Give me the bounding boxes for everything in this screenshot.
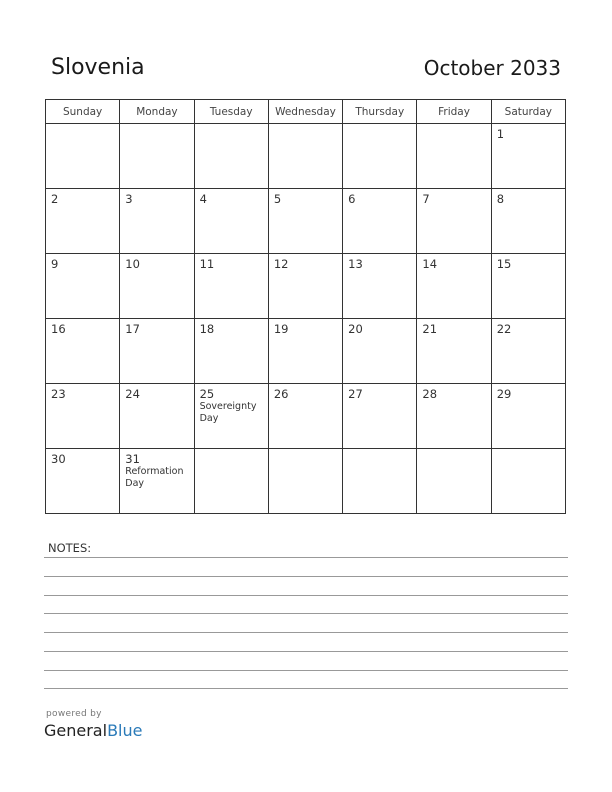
day-number: 19 [273, 322, 289, 336]
day-number: 8 [496, 192, 505, 206]
week-row [46, 384, 566, 449]
day-cell [491, 449, 565, 514]
day-number: 15 [496, 257, 512, 271]
weekday-header: Tuesday [194, 100, 268, 124]
powered-by-text: powered by [46, 709, 102, 719]
day-number: 14 [422, 257, 438, 271]
day-cell [120, 449, 194, 514]
notes-line [44, 632, 568, 633]
notes-line [44, 688, 568, 689]
day-cell [194, 189, 268, 254]
day-number: 2 [51, 192, 59, 206]
notes-line [44, 595, 568, 596]
day-cell [120, 124, 194, 189]
day-number: 21 [422, 322, 438, 336]
notes-line [44, 613, 568, 614]
day-number: 1 [496, 127, 505, 141]
notes-line [44, 651, 568, 652]
day-number: 29 [496, 387, 512, 401]
day-cell [194, 384, 268, 449]
day-cell [417, 254, 491, 319]
day-cell [417, 189, 491, 254]
day-cell [46, 319, 120, 384]
day-number: 20 [348, 322, 363, 336]
day-cell [120, 384, 194, 449]
day-number: 9 [51, 257, 59, 271]
brand-general-text: General [44, 721, 108, 740]
notes-label: NOTES: [48, 541, 92, 555]
day-cell [268, 384, 342, 449]
notes-line [44, 557, 568, 558]
day-cell [46, 124, 120, 189]
day-cell [120, 254, 194, 319]
day-cell [268, 124, 342, 189]
day-cell [491, 254, 565, 319]
calendar-grid [45, 99, 566, 514]
weekday-header: Sunday [46, 100, 120, 124]
day-number: 13 [348, 257, 363, 271]
week-row [46, 189, 566, 254]
day-cell [417, 384, 491, 449]
day-cell [46, 449, 120, 514]
weekday-header: Thursday [343, 100, 417, 124]
weekday-header: Monday [120, 100, 194, 124]
day-number: 31 [125, 452, 140, 466]
week-row [46, 124, 566, 189]
month-year-title: October 2033 [423, 56, 561, 80]
day-number: 25 [199, 387, 215, 401]
day-number: 28 [422, 387, 438, 401]
day-number: 6 [348, 192, 356, 206]
week-row [46, 319, 566, 384]
day-number: 27 [348, 387, 363, 401]
day-cell [343, 384, 417, 449]
day-cell [491, 319, 565, 384]
day-cell [268, 254, 342, 319]
day-cell [268, 319, 342, 384]
generalblue-logo [44, 721, 142, 740]
country-title: Slovenia [51, 55, 145, 80]
day-cell [417, 449, 491, 514]
day-cell [268, 449, 342, 514]
day-number: 26 [273, 387, 289, 401]
day-cell [46, 384, 120, 449]
day-number: 18 [199, 322, 215, 336]
day-cell [120, 189, 194, 254]
day-number: 22 [496, 322, 512, 336]
day-cell [194, 449, 268, 514]
day-cell [343, 124, 417, 189]
day-number: 5 [273, 192, 282, 206]
day-number: 10 [125, 257, 140, 271]
day-number: 4 [199, 192, 207, 206]
day-cell [194, 254, 268, 319]
day-cell [417, 124, 491, 189]
day-cell [343, 449, 417, 514]
day-cell [491, 384, 565, 449]
day-number: 30 [51, 452, 66, 466]
day-number: 17 [125, 322, 140, 336]
weekday-header: Wednesday [268, 100, 342, 124]
weekday-header: Friday [417, 100, 491, 124]
day-number: 7 [422, 192, 430, 206]
week-row [46, 449, 566, 514]
day-cell [46, 189, 120, 254]
day-cell [343, 189, 417, 254]
holiday-label: Reformation Day [125, 466, 184, 489]
day-number: 11 [199, 257, 215, 271]
day-cell [268, 189, 342, 254]
day-number: 16 [51, 322, 66, 336]
day-cell [46, 254, 120, 319]
day-cell [194, 124, 268, 189]
day-cell [491, 189, 565, 254]
notes-line [44, 670, 568, 671]
day-number: 12 [273, 257, 289, 271]
day-cell [417, 319, 491, 384]
week-row [46, 254, 566, 319]
day-number: 23 [51, 387, 66, 401]
brand-blue-text: Blue [107, 721, 143, 740]
day-cell [120, 319, 194, 384]
day-number: 24 [125, 387, 140, 401]
notes-line [44, 576, 568, 577]
day-cell [343, 254, 417, 319]
day-number: 3 [125, 192, 133, 206]
weekday-header: Saturday [491, 100, 565, 124]
day-cell [491, 124, 565, 189]
day-cell [194, 319, 268, 384]
weekday-header-row [46, 100, 566, 124]
day-cell [343, 319, 417, 384]
holiday-label: Sovereignty Day [199, 401, 257, 424]
